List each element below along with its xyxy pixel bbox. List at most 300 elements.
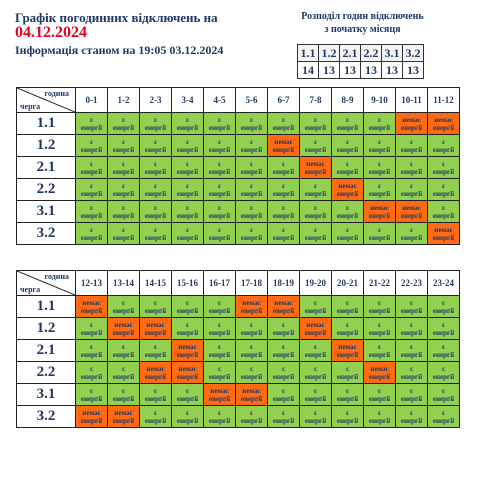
power-on-cell xyxy=(396,296,428,318)
queue-label: 3.1 xyxy=(17,384,76,406)
hour-column-header: 23-24 xyxy=(428,271,460,296)
cell-status-line1: є xyxy=(185,115,190,124)
cell-status-line1: є xyxy=(377,225,382,234)
queue-row xyxy=(17,223,460,245)
power-on-cell xyxy=(428,135,460,157)
power-on-cell xyxy=(140,223,172,245)
power-off-cell xyxy=(300,318,332,340)
cell-status-line2: енергії xyxy=(432,372,455,381)
cell-status-line1: є xyxy=(281,342,286,351)
power-on-cell xyxy=(140,340,172,362)
cell-status-line2: енергії xyxy=(112,306,135,315)
power-on-cell xyxy=(428,318,460,340)
cell-status-line2: енергії xyxy=(144,372,167,381)
cell-status-line2: енергії xyxy=(304,189,327,198)
cell-status-line2: енергії xyxy=(336,394,359,403)
cell-status-line1: є xyxy=(441,181,446,190)
distribution-queue-label: 3.1 xyxy=(382,45,403,62)
cell-status-line2: енергії xyxy=(336,211,359,220)
queue-row xyxy=(17,113,460,135)
power-on-cell xyxy=(428,179,460,201)
cell-status-line2: енергії xyxy=(240,328,263,337)
cell-status-line2: енергії xyxy=(272,233,295,242)
cell-status-line1: є xyxy=(153,137,158,146)
distribution-hours-value: 13 xyxy=(361,62,382,79)
cell-status-line1: є xyxy=(377,408,382,417)
cell-status-line2: енергії xyxy=(144,416,167,425)
cell-status-line1: є xyxy=(281,225,286,234)
cell-status-line1: немає xyxy=(306,320,325,329)
cell-status-line1: немає xyxy=(114,320,133,329)
power-on-cell xyxy=(76,223,108,245)
cell-status-line2: енергії xyxy=(240,416,263,425)
power-on-cell xyxy=(300,362,332,384)
power-on-cell xyxy=(204,318,236,340)
queue-label: 1.2 xyxy=(17,318,76,340)
cell-status-line2: енергії xyxy=(80,233,103,242)
cell-status-line1: є xyxy=(217,408,222,417)
cell-status-line2: енергії xyxy=(432,416,455,425)
cell-status-line1: є xyxy=(345,364,350,373)
cell-status-line2: енергії xyxy=(272,167,295,176)
power-on-cell xyxy=(236,179,268,201)
power-on-cell xyxy=(108,135,140,157)
power-on-cell xyxy=(268,340,300,362)
cell-status-line2: енергії xyxy=(272,350,295,359)
cell-status-line2: енергії xyxy=(304,328,327,337)
cell-status-line2: енергії xyxy=(432,167,455,176)
cell-status-line1: є xyxy=(281,364,286,373)
cell-status-line1: немає xyxy=(370,203,389,212)
cell-status-line2: енергії xyxy=(112,350,135,359)
cell-status-line1: є xyxy=(153,203,158,212)
cell-status-line2: енергії xyxy=(272,211,295,220)
cell-status-line1: є xyxy=(217,137,222,146)
power-on-cell xyxy=(76,113,108,135)
info-timestamp: Інформація станом на 19:05 03.12.2024 xyxy=(15,43,224,57)
cell-status-line2: енергії xyxy=(304,145,327,154)
cell-status-line1: є xyxy=(441,342,446,351)
cell-status-line2: енергії xyxy=(432,145,455,154)
cell-status-line1: є xyxy=(345,159,350,168)
queue-label: 3.2 xyxy=(17,223,76,245)
cell-status-line1: є xyxy=(89,137,94,146)
cell-status-line1: є xyxy=(121,298,126,307)
power-on-cell xyxy=(364,296,396,318)
power-off-cell xyxy=(236,384,268,406)
power-off-cell xyxy=(76,406,108,428)
cell-status-line1: є xyxy=(249,342,254,351)
power-on-cell xyxy=(332,113,364,135)
power-on-cell xyxy=(332,296,364,318)
power-on-cell xyxy=(172,296,204,318)
cell-status-line1: є xyxy=(281,203,286,212)
power-on-cell xyxy=(268,384,300,406)
hour-column-header: 6-7 xyxy=(268,88,300,113)
cell-status-line2: енергії xyxy=(176,394,199,403)
cell-status-line2: енергії xyxy=(432,189,455,198)
cell-status-line1: є xyxy=(345,137,350,146)
power-on-cell xyxy=(396,340,428,362)
cell-status-line1: є xyxy=(377,386,382,395)
power-on-cell xyxy=(332,201,364,223)
cell-status-line1: є xyxy=(121,115,126,124)
hour-column-header: 16-17 xyxy=(204,271,236,296)
cell-status-line2: енергії xyxy=(240,167,263,176)
queue-row xyxy=(17,135,460,157)
cell-status-line2: енергії xyxy=(368,233,391,242)
queue-label: 2.1 xyxy=(17,157,76,179)
hour-column-header: 10-11 xyxy=(396,88,428,113)
power-on-cell xyxy=(172,318,204,340)
cell-status-line1: є xyxy=(313,181,318,190)
cell-status-line2: енергії xyxy=(304,306,327,315)
cell-status-line1: є xyxy=(441,320,446,329)
cell-status-line2: енергії xyxy=(80,123,103,132)
power-off-cell xyxy=(300,157,332,179)
cell-status-line2: енергії xyxy=(240,123,263,132)
cell-status-line2: енергії xyxy=(208,189,231,198)
power-on-cell xyxy=(140,179,172,201)
cell-status-line2: енергії xyxy=(208,145,231,154)
cell-status-line2: енергії xyxy=(304,394,327,403)
power-off-cell xyxy=(204,384,236,406)
cell-status-line2: енергії xyxy=(336,189,359,198)
power-on-cell xyxy=(428,362,460,384)
cell-status-line2: енергії xyxy=(80,394,103,403)
power-off-cell xyxy=(108,406,140,428)
queue-row xyxy=(17,340,460,362)
cell-status-line2: енергії xyxy=(432,233,455,242)
cell-status-line1: є xyxy=(377,320,382,329)
distribution-title-line2: з початку місяця xyxy=(324,24,401,35)
cell-status-line2: енергії xyxy=(336,372,359,381)
power-on-cell xyxy=(332,223,364,245)
cell-status-line1: є xyxy=(409,225,414,234)
cell-status-line2: енергії xyxy=(176,306,199,315)
power-on-cell xyxy=(172,179,204,201)
queue-row xyxy=(17,406,460,428)
corner-header xyxy=(17,271,76,296)
cell-status-line2: енергії xyxy=(240,350,263,359)
power-on-cell xyxy=(108,157,140,179)
cell-status-line1: є xyxy=(153,115,158,124)
cell-status-line2: енергії xyxy=(368,145,391,154)
cell-status-line1: є xyxy=(121,386,126,395)
power-off-cell xyxy=(332,179,364,201)
power-on-cell xyxy=(428,157,460,179)
cell-status-line1: немає xyxy=(338,181,357,190)
cell-status-line1: є xyxy=(121,137,126,146)
cell-status-line2: енергії xyxy=(368,416,391,425)
power-on-cell xyxy=(204,406,236,428)
cell-status-line1: є xyxy=(249,159,254,168)
schedule-title: Графік погодинних відключень на xyxy=(15,10,218,25)
cell-status-line1: є xyxy=(153,298,158,307)
power-off-cell xyxy=(268,135,300,157)
cell-status-line2: енергії xyxy=(144,123,167,132)
cell-status-line1: є xyxy=(153,386,158,395)
cell-status-line2: енергії xyxy=(144,350,167,359)
cell-status-line1: є xyxy=(153,342,158,351)
schedule-date: 04.12.2024 xyxy=(15,24,87,41)
power-on-cell xyxy=(172,384,204,406)
queue-label: 2.2 xyxy=(17,179,76,201)
cell-status-line2: енергії xyxy=(304,233,327,242)
cell-status-line2: енергії xyxy=(240,211,263,220)
power-on-cell xyxy=(364,179,396,201)
cell-status-line1: є xyxy=(89,181,94,190)
cell-status-line1: немає xyxy=(242,298,261,307)
cell-status-line2: енергії xyxy=(304,416,327,425)
cell-status-line1: є xyxy=(249,408,254,417)
cell-status-line1: є xyxy=(185,298,190,307)
hour-column-header: 5-6 xyxy=(236,88,268,113)
hour-column-header: 4-5 xyxy=(204,88,236,113)
cell-status-line1: є xyxy=(185,137,190,146)
cell-status-line2: енергії xyxy=(400,145,423,154)
cell-status-line1: є xyxy=(217,320,222,329)
cell-status-line2: енергії xyxy=(144,145,167,154)
distribution-hours-value: 13 xyxy=(340,62,361,79)
cell-status-line1: є xyxy=(409,364,414,373)
cell-status-line2: енергії xyxy=(240,189,263,198)
cell-status-line1: є xyxy=(153,225,158,234)
queue-label: 1.1 xyxy=(17,113,76,135)
cell-status-line2: енергії xyxy=(336,328,359,337)
cell-status-line2: енергії xyxy=(112,394,135,403)
cell-status-line2: енергії xyxy=(400,211,423,220)
cell-status-line2: енергії xyxy=(112,145,135,154)
power-on-cell xyxy=(76,318,108,340)
power-off-cell xyxy=(396,113,428,135)
cell-status-line2: енергії xyxy=(112,372,135,381)
power-on-cell xyxy=(236,340,268,362)
cell-status-line1: немає xyxy=(274,298,293,307)
cell-status-line1: є xyxy=(441,298,446,307)
hour-column-header: 2-3 xyxy=(140,88,172,113)
cell-status-line2: енергії xyxy=(144,189,167,198)
cell-status-line2: енергії xyxy=(112,123,135,132)
power-on-cell xyxy=(396,223,428,245)
cell-status-line1: немає xyxy=(434,225,453,234)
cell-status-line2: енергії xyxy=(272,189,295,198)
power-on-cell xyxy=(140,384,172,406)
power-on-cell xyxy=(76,362,108,384)
queue-label: 1.2 xyxy=(17,135,76,157)
cell-status-line1: є xyxy=(409,137,414,146)
cell-status-line2: енергії xyxy=(368,372,391,381)
cell-status-line1: є xyxy=(377,181,382,190)
cell-status-line2: енергії xyxy=(144,233,167,242)
cell-status-line2: енергії xyxy=(432,350,455,359)
hour-column-header: 22-23 xyxy=(396,271,428,296)
cell-status-line1: є xyxy=(217,364,222,373)
power-on-cell xyxy=(172,135,204,157)
cell-status-line2: енергії xyxy=(112,233,135,242)
cell-status-line2: енергії xyxy=(208,394,231,403)
cell-status-line1: є xyxy=(217,181,222,190)
hour-column-header: 7-8 xyxy=(300,88,332,113)
cell-status-line1: є xyxy=(217,203,222,212)
power-on-cell xyxy=(140,157,172,179)
cell-status-line2: енергії xyxy=(208,306,231,315)
cell-status-line2: енергії xyxy=(304,350,327,359)
power-on-cell xyxy=(364,223,396,245)
power-on-cell xyxy=(172,201,204,223)
cell-status-line2: енергії xyxy=(240,306,263,315)
cell-status-line1: є xyxy=(217,225,222,234)
power-on-cell xyxy=(108,223,140,245)
cell-status-line1: є xyxy=(409,342,414,351)
power-on-cell xyxy=(396,157,428,179)
cell-status-line2: енергії xyxy=(80,167,103,176)
cell-status-line1: є xyxy=(377,137,382,146)
cell-status-line1: є xyxy=(249,320,254,329)
hour-axis-label: година xyxy=(44,272,69,281)
power-on-cell xyxy=(300,113,332,135)
cell-status-line2: енергії xyxy=(368,394,391,403)
cell-status-line1: немає xyxy=(82,298,101,307)
cell-status-line2: енергії xyxy=(112,167,135,176)
hour-column-header: 17-18 xyxy=(236,271,268,296)
cell-status-line1: немає xyxy=(434,115,453,124)
distribution-queue-label: 3.2 xyxy=(403,45,424,62)
cell-status-line1: є xyxy=(121,342,126,351)
cell-status-line2: енергії xyxy=(272,394,295,403)
cell-status-line2: енергії xyxy=(80,416,103,425)
power-on-cell xyxy=(428,406,460,428)
hour-axis-label: година xyxy=(44,89,69,98)
cell-status-line2: енергії xyxy=(176,211,199,220)
power-on-cell xyxy=(300,340,332,362)
cell-status-line1: є xyxy=(409,408,414,417)
power-on-cell xyxy=(108,384,140,406)
hour-column-header: 8-9 xyxy=(332,88,364,113)
cell-status-line2: енергії xyxy=(112,189,135,198)
cell-status-line1: є xyxy=(377,115,382,124)
power-on-cell xyxy=(428,340,460,362)
power-on-cell xyxy=(364,157,396,179)
cell-status-line1: є xyxy=(121,159,126,168)
queue-label: 1.1 xyxy=(17,296,76,318)
cell-status-line1: немає xyxy=(146,364,165,373)
power-on-cell xyxy=(76,201,108,223)
power-on-cell xyxy=(364,340,396,362)
cell-status-line1: є xyxy=(441,364,446,373)
hour-column-header: 3-4 xyxy=(172,88,204,113)
cell-status-line1: є xyxy=(345,225,350,234)
power-off-cell xyxy=(364,201,396,223)
cell-status-line2: енергії xyxy=(80,306,103,315)
power-on-cell xyxy=(236,362,268,384)
queue-row xyxy=(17,362,460,384)
hour-column-header: 11-12 xyxy=(428,88,460,113)
power-on-cell xyxy=(76,340,108,362)
cell-status-line1: є xyxy=(313,225,318,234)
power-on-cell xyxy=(300,201,332,223)
cell-status-line2: енергії xyxy=(304,372,327,381)
power-on-cell xyxy=(108,340,140,362)
cell-status-line2: енергії xyxy=(272,328,295,337)
power-on-cell xyxy=(364,135,396,157)
cell-status-line1: є xyxy=(185,203,190,212)
cell-status-line2: енергії xyxy=(176,372,199,381)
cell-status-line2: енергії xyxy=(432,328,455,337)
cell-status-line1: немає xyxy=(114,408,133,417)
power-on-cell xyxy=(332,157,364,179)
cell-status-line2: енергії xyxy=(208,372,231,381)
queue-label: 3.1 xyxy=(17,201,76,223)
power-on-cell xyxy=(268,223,300,245)
power-on-cell xyxy=(236,406,268,428)
cell-status-line2: енергії xyxy=(432,394,455,403)
power-on-cell xyxy=(300,135,332,157)
cell-status-line1: є xyxy=(89,320,94,329)
cell-status-line1: є xyxy=(377,298,382,307)
queue-label: 2.1 xyxy=(17,340,76,362)
hour-column-header: 18-19 xyxy=(268,271,300,296)
cell-status-line1: є xyxy=(185,225,190,234)
cell-status-line1: є xyxy=(121,181,126,190)
cell-status-line2: енергії xyxy=(80,328,103,337)
cell-status-line2: енергії xyxy=(336,123,359,132)
distribution-queue-label: 2.2 xyxy=(361,45,382,62)
power-on-cell xyxy=(204,113,236,135)
power-on-cell xyxy=(140,201,172,223)
cell-status-line1: немає xyxy=(338,342,357,351)
cell-status-line1: є xyxy=(121,225,126,234)
power-on-cell xyxy=(140,406,172,428)
cell-status-line2: енергії xyxy=(208,167,231,176)
cell-status-line2: енергії xyxy=(112,328,135,337)
cell-status-line1: є xyxy=(217,159,222,168)
cell-status-line1: немає xyxy=(178,342,197,351)
cell-status-line2: енергії xyxy=(176,350,199,359)
power-on-cell xyxy=(364,113,396,135)
power-on-cell xyxy=(236,157,268,179)
cell-status-line1: є xyxy=(249,203,254,212)
cell-status-line2: енергії xyxy=(176,328,199,337)
cell-status-line1: є xyxy=(89,203,94,212)
power-off-cell xyxy=(236,296,268,318)
cell-status-line1: є xyxy=(89,159,94,168)
cell-status-line2: енергії xyxy=(272,123,295,132)
power-on-cell xyxy=(76,179,108,201)
power-on-cell xyxy=(76,384,108,406)
cell-status-line1: немає xyxy=(146,320,165,329)
cell-status-line1: є xyxy=(153,159,158,168)
schedule-table-0-12 xyxy=(16,87,460,245)
cell-status-line2: енергії xyxy=(400,167,423,176)
power-on-cell xyxy=(236,135,268,157)
power-off-cell xyxy=(428,113,460,135)
hour-header-row xyxy=(17,271,460,296)
cell-status-line2: енергії xyxy=(208,328,231,337)
power-off-cell xyxy=(268,296,300,318)
power-on-cell xyxy=(204,223,236,245)
power-on-cell xyxy=(300,296,332,318)
cell-status-line1: є xyxy=(345,298,350,307)
cell-status-line2: енергії xyxy=(304,211,327,220)
cell-status-line1: є xyxy=(185,386,190,395)
cell-status-line1: є xyxy=(345,203,350,212)
queue-row xyxy=(17,157,460,179)
power-off-cell xyxy=(140,362,172,384)
hour-column-header: 15-16 xyxy=(172,271,204,296)
cell-status-line2: енергії xyxy=(272,306,295,315)
queue-row xyxy=(17,318,460,340)
